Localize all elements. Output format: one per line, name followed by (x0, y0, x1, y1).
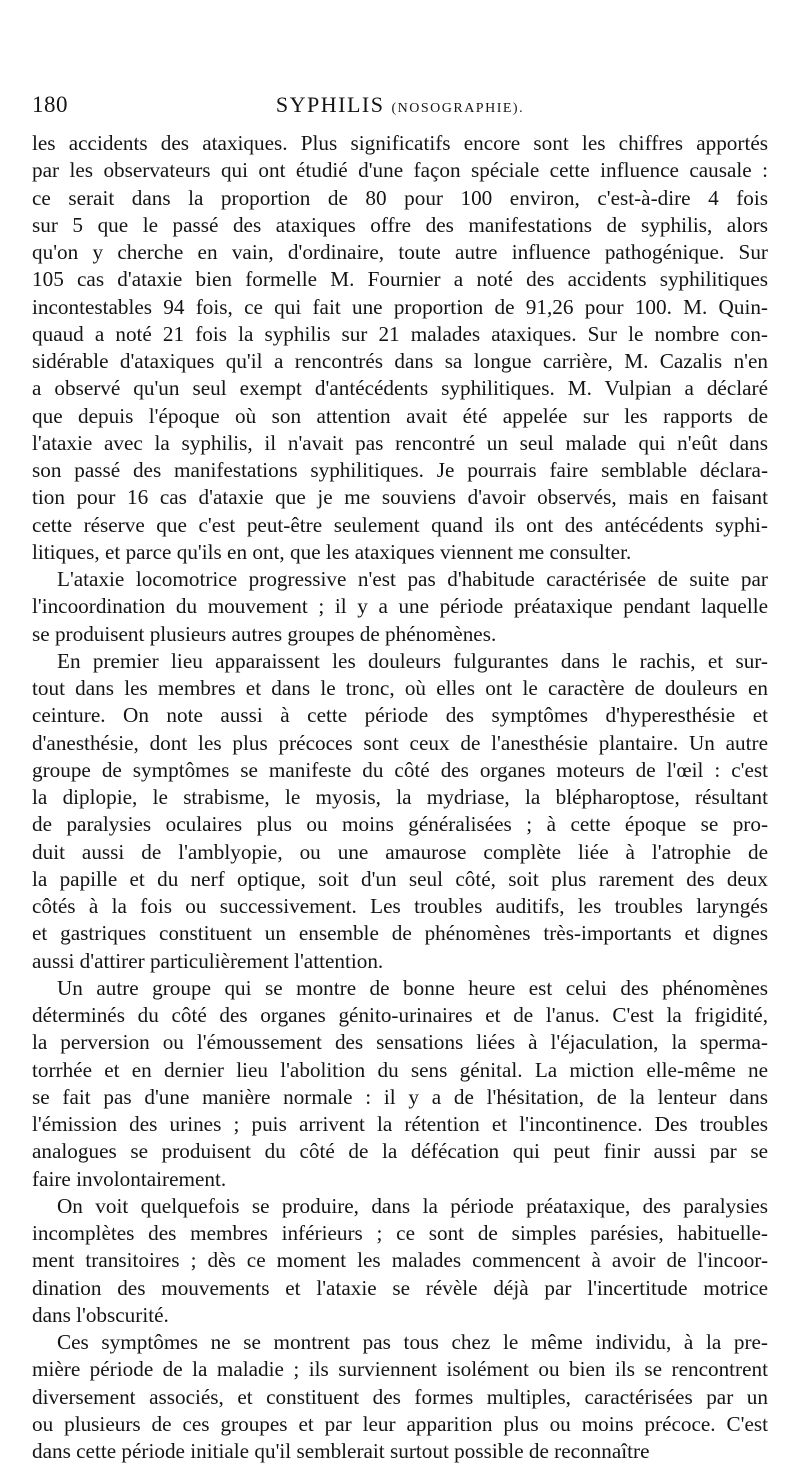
text-line: dination des mouvements et l'ataxie se révèle déjà par l'incertitude motrice (32, 1275, 768, 1300)
running-title-main: SYPHILIS (275, 92, 385, 117)
text-line: d'anesthésie, dont les plus précoces sont ceux de l'anesthésie plantaire. Un autre (32, 730, 768, 755)
text-line: dans l'obscurité. (32, 1302, 169, 1327)
text-line: sidérable d'ataxiques qu'il a rencontrés dans sa longue carrière, M. Cazalis n'en (32, 349, 768, 373)
text-line: 105 cas d'ataxie bien formelle M. Fournier a noté des accidents syphilitiques (32, 267, 768, 292)
text-line: On voit quelquefois se produire, dans la période préataxique, des paralysies (57, 1193, 768, 1218)
text-line: les accidents des ataxiques. Plus significatifs encore sont les chiffres apportés (32, 131, 768, 155)
running-title (32, 92, 768, 118)
text-line: l'émission des urines ; puis arrivent la rétention et l'incontinence. Des troubles (32, 1112, 768, 1136)
text-line: se fait pas d'une manière normale : il y a de l'hésitation, de la lenteur dans (32, 1084, 768, 1109)
text-line: L'ataxie locomotrice progressive n'est pas d'habitude caractérisée de suite par (57, 567, 768, 591)
text-line: tion pour 16 cas d'ataxie que je me souviens d'avoir observés, mais en faisant (32, 485, 768, 510)
running-title-sub: (NOSOGRAPHIE). (391, 101, 525, 116)
text-line: faire involontairement. (32, 1166, 227, 1191)
text-line: analogues se produisent du côté de la défécation qui peut finir aussi par se (32, 1139, 768, 1164)
text-line: se produisent plusieurs autres groupes de phénomènes. (32, 621, 497, 646)
text-line: dans cette période initiale qu'il semblerait surtout possible de reconnaître (32, 1439, 650, 1463)
text-line: En premier lieu apparaissent les douleurs fulgurantes dans le rachis, et sur- (57, 648, 768, 673)
text-line: groupe de symptômes se manifeste du côté des organes moteurs de l'œil : c'est (32, 757, 768, 782)
text-line: que depuis l'époque où son attention avait été appelée sur les rapports de (32, 403, 768, 428)
text-line: duit aussi de l'amblyopie, ou une amaurose complète liée à l'atrophie de (32, 839, 768, 864)
body-text (32, 130, 768, 1465)
text-line: qu'on y cherche en vain, d'ordinaire, toute autre influence pathogénique. Sur (32, 240, 768, 264)
text-line: aussi d'attirer particulièrement l'attention. (32, 948, 384, 973)
text-line: Ces symptômes ne se montrent pas tous chez le même individu, à la pre- (57, 1330, 768, 1354)
text-line: a observé qu'un seul exempt d'antécédents syphilitiques. M. Vulpian a déclaré (32, 376, 768, 401)
text-line: son passé des manifestations syphilitiques. Je pourrais faire semblable déclara- (32, 458, 768, 482)
text-line: la perversion ou l'émoussement des sensations liées à l'éjaculation, la sperma- (32, 1030, 768, 1055)
text-line: côtés à la fois ou successivement. Les troubles auditifs, les troubles laryngés (32, 894, 768, 918)
text-line: l'ataxie avec la syphilis, il n'avait pas rencontré un seul malade qui n'eût dans (32, 430, 768, 455)
text-line: incontestables 94 fois, ce qui fait une proportion de 91,26 pour 100. M. Quin- (32, 294, 768, 319)
text-line: Un autre groupe qui se montre de bonne heure est celui des phénomènes (57, 975, 768, 1000)
text-line: ceinture. On note aussi à cette période des symptômes d'hyperesthésie et (32, 703, 768, 728)
text-line: par les observateurs qui ont étudié d'une façon spéciale cette influence causale : (32, 158, 768, 183)
running-head (32, 92, 768, 122)
text-line: de paralysies oculaires plus ou moins généralisées ; à cette époque se pro- (32, 812, 768, 837)
text-line: ment transitoires ; dès ce moment les malades commencent à avoir de l'incoor- (32, 1248, 768, 1273)
text-line: incomplètes des membres inférieurs ; ce sont de simples parésies, habituelle- (32, 1221, 768, 1245)
text-line: sur 5 que le passé des ataxiques offre des manifestations de syphilis, alors (32, 212, 768, 237)
text-line: l'incoordination du mouvement ; il y a une période préataxique pendant laquelle (32, 594, 768, 619)
text-line: tout dans les membres et dans le tronc, où elles ont le caractère de douleurs en (32, 676, 768, 700)
text-line: quaud a noté 21 fois la syphilis sur 21 malades ataxiques. Sur le nombre con- (32, 321, 768, 346)
text-line: cette réserve que c'est peut-être seulement quand ils ont des antécédents syphi- (32, 512, 768, 537)
text-line: ce serait dans la proportion de 80 pour 100 environ, c'est-à-dire 4 fois (32, 185, 768, 210)
text-line: diversement associés, et constituent des formes multiples, caractérisées par un (32, 1384, 768, 1409)
text-line: déterminés du côté des organes génito-urinaires et de l'anus. C'est la frigidité, (32, 1003, 768, 1027)
text-line: la papille et du nerf optique, soit d'un seul côté, soit plus rarement des deux (32, 866, 768, 891)
text-line: la diplopie, le strabisme, le myosis, la mydriase, la blépharoptose, résultant (32, 785, 768, 809)
text-line: mière période de la maladie ; ils surviennent isolément ou bien ils se rencontrent (32, 1357, 768, 1382)
text-line: litiques, et parce qu'ils en ont, que les ataxiques viennent me consulter. (32, 539, 632, 564)
text-line: ou plusieurs de ces groupes et par leur apparition plus ou moins précoce. C'est (32, 1411, 768, 1436)
text-line: torrhée et en dernier lieu l'abolition du sens génital. La miction elle-même ne (32, 1057, 768, 1082)
text-line: et gastriques constituent un ensemble de phénomènes très-importants et dignes (32, 921, 768, 946)
page-number: 180 (32, 92, 68, 117)
